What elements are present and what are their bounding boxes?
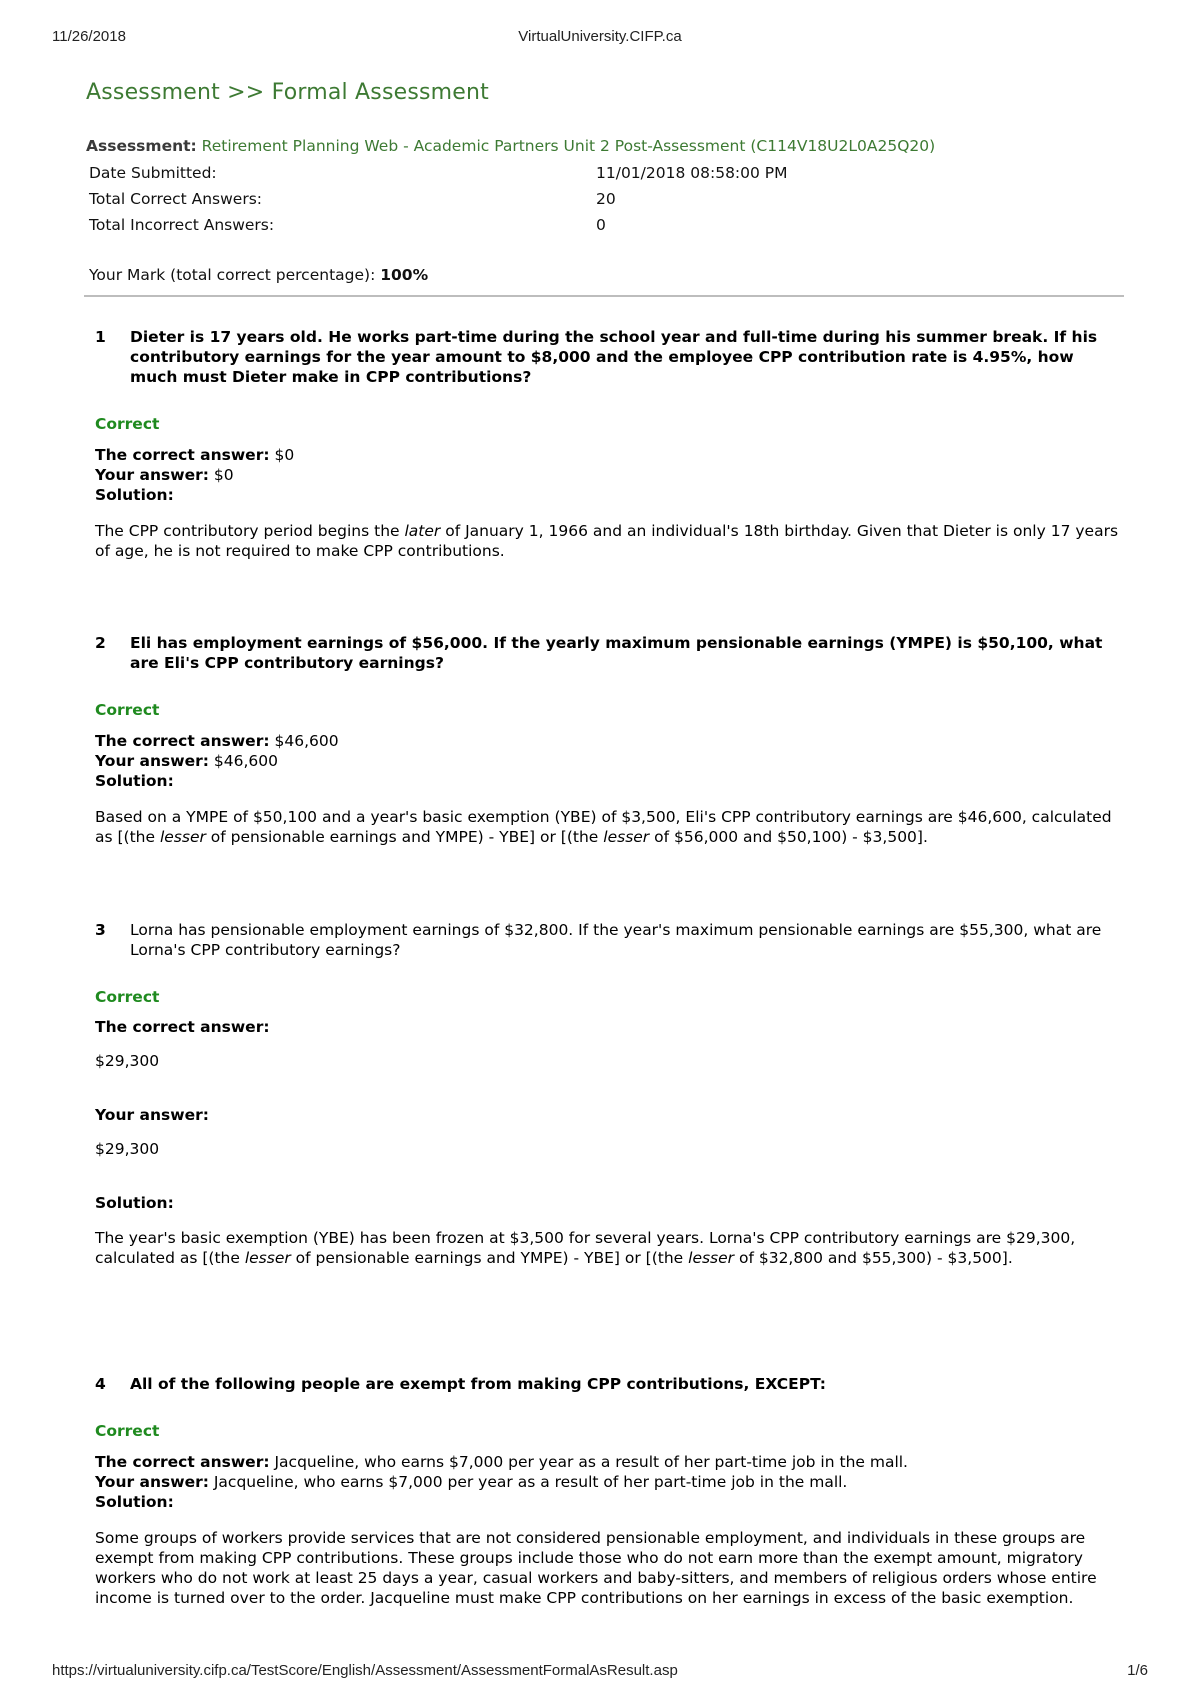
summary-label: Total Correct Answers: (89, 190, 263, 208)
your-answer-value: $46,600 (213, 752, 278, 770)
your-answer-label: Your answer: (95, 752, 209, 770)
solution-label: Solution: (95, 1493, 174, 1511)
question-header (95, 1374, 1125, 1394)
solution-text: Some groups of workers provide services that are not considered pensionable employment, and individuals in these groups are exempt from making CPP contributions. These groups include those who do not earn more than the exempt amount, migratory workers who do not work at least 25 days a year, casual workers and baby-sitters, and members of religious orders whose entire income is turned over to the order. Jacqueline must make CPP contributions on her earnings in excess of the basic exemption. (95, 1529, 1097, 1607)
assessment-label: Assessment: (86, 137, 197, 155)
mark-value: 100% (380, 266, 429, 284)
your-answer-line (95, 1472, 1125, 1492)
summary-label: Total Incorrect Answers: (89, 216, 275, 234)
print-footer (52, 1662, 1148, 1682)
question-number: 4 (95, 1375, 106, 1393)
summary-label: Date Submitted: (89, 164, 217, 182)
assessment-name: Retirement Planning Web - Academic Partners Unit 2 Post-Assessment (C114V18U2L0A25Q20) (201, 137, 936, 155)
solution-emphasis: lesser (688, 1249, 735, 1267)
correct-answer-line (95, 731, 1125, 751)
page-url: https://virtualuniversity.cifp.ca/TestScore/English/Assessment/AssessmentFormalAsResult.asp (52, 1662, 678, 1679)
question-header (95, 920, 1125, 960)
solution-part: of pensionable earnings and YMPE) - YBE] or [(the (290, 1249, 689, 1267)
question-number: 3 (95, 921, 106, 939)
summary-value: 11/01/2018 08:58:00 PM (596, 164, 788, 182)
correct-answer-value: Jacqueline, who earns $7,000 per year as a result of her part-time job in the mall. (274, 1453, 908, 1471)
solution-label: Solution: (95, 772, 174, 790)
your-answer-label: Your answer: (95, 1473, 209, 1491)
assessment-info (86, 137, 935, 155)
your-answer-value: $29,300 (95, 1140, 160, 1158)
solution-part: The CPP contributory period begins the (95, 522, 405, 540)
question-header (95, 633, 1125, 673)
correct-answer-value: $29,300 (95, 1052, 160, 1070)
question-1 (95, 327, 1125, 561)
question-text: Dieter is 17 years old. He works part-time during the school year and full-time during his summer break. If his contributory earnings for the year amount to $8,000 and the employee CPP contribution rate is 4.95%, how much must Dieter make in CPP contributions? (130, 328, 1098, 386)
answer-block (95, 445, 1125, 505)
question-text: All of the following people are exempt from making CPP contributions, EXCEPT: (130, 1375, 826, 1393)
divider (84, 295, 1124, 297)
solution-part: The year's basic exemption (YBE) has been frozen at $3,500 for several years. Lorna's CPP contributory earnings are $29,300, calculated as [(the (95, 1229, 1076, 1267)
question-4 (95, 1374, 1125, 1608)
correct-answer-value: $46,600 (274, 732, 339, 750)
page-title: Assessment >> Formal Assessment (86, 80, 489, 105)
solution-part: of $32,800 and $55,300) - $3,500]. (734, 1249, 1013, 1267)
solution-text (95, 1228, 1125, 1268)
question-text: Lorna has pensionable employment earnings of $32,800. If the year's maximum pensionable earnings are $55,300, what are Lorna's CPP contributory earnings? (130, 921, 1102, 959)
status-correct: Correct (95, 988, 160, 1006)
solution-emphasis: later (404, 522, 441, 540)
solution-part: of January 1, 1966 and an individual's 18th birthday. Given that Dieter is only 17 years of age, he is not required to make CPP contributions. (95, 522, 1119, 560)
print-date: 11/26/2018 (52, 28, 126, 45)
solution-label: Solution: (95, 486, 174, 504)
your-answer-value: $0 (213, 466, 234, 484)
status-correct: Correct (95, 701, 160, 719)
question-header (95, 327, 1125, 387)
answer-block (95, 1452, 1125, 1512)
total-mark (89, 266, 428, 284)
question-number: 1 (95, 328, 106, 346)
solution-part: of $56,000 and $50,100) - $3,500]. (649, 828, 928, 846)
solution-text (95, 521, 1125, 561)
your-answer-line (95, 465, 1125, 485)
solution-label: Solution: (95, 1194, 174, 1212)
solution-text (95, 807, 1125, 847)
correct-answer-label: The correct answer: (95, 446, 270, 464)
summary-value: 20 (596, 190, 616, 208)
status-correct: Correct (95, 415, 160, 433)
correct-answer-label: The correct answer: (95, 1453, 270, 1471)
print-site: VirtualUniversity.CIFP.ca (518, 28, 682, 45)
your-answer-value: Jacqueline, who earns $7,000 per year as a result of her part-time job in the mall. (213, 1473, 848, 1491)
solution-emphasis: lesser (244, 1249, 291, 1267)
solution-part: Based on a YMPE of $50,100 and a year's basic exemption (YBE) of $3,500, Eli's CPP contributory earnings are $46,600, calculated as [(the (95, 808, 1112, 846)
print-header (52, 28, 1148, 48)
your-answer-line (95, 751, 1125, 771)
page-number: 1/6 (1127, 1662, 1148, 1679)
solution-emphasis: lesser (603, 828, 650, 846)
mark-label: Your Mark (total correct percentage): (89, 266, 376, 284)
question-text: Eli has employment earnings of $56,000. If the yearly maximum pensionable earnings (YMPE) is $50,100, what are Eli's CPP contributory earnings? (130, 634, 1103, 672)
correct-answer-label: The correct answer: (95, 1018, 270, 1036)
summary-value: 0 (596, 216, 606, 234)
correct-answer-line (95, 445, 1125, 465)
solution-part: of pensionable earnings and YMPE) - YBE] or [(the (205, 828, 604, 846)
your-answer-label: Your answer: (95, 466, 209, 484)
question-3 (95, 920, 1125, 1268)
answer-block (95, 731, 1125, 791)
correct-answer-value: $0 (274, 446, 295, 464)
solution-emphasis: lesser (159, 828, 206, 846)
question-2 (95, 633, 1125, 847)
correct-answer-label: The correct answer: (95, 732, 270, 750)
status-correct: Correct (95, 1422, 160, 1440)
your-answer-label: Your answer: (95, 1106, 209, 1124)
question-number: 2 (95, 634, 106, 652)
correct-answer-line (95, 1452, 1125, 1472)
